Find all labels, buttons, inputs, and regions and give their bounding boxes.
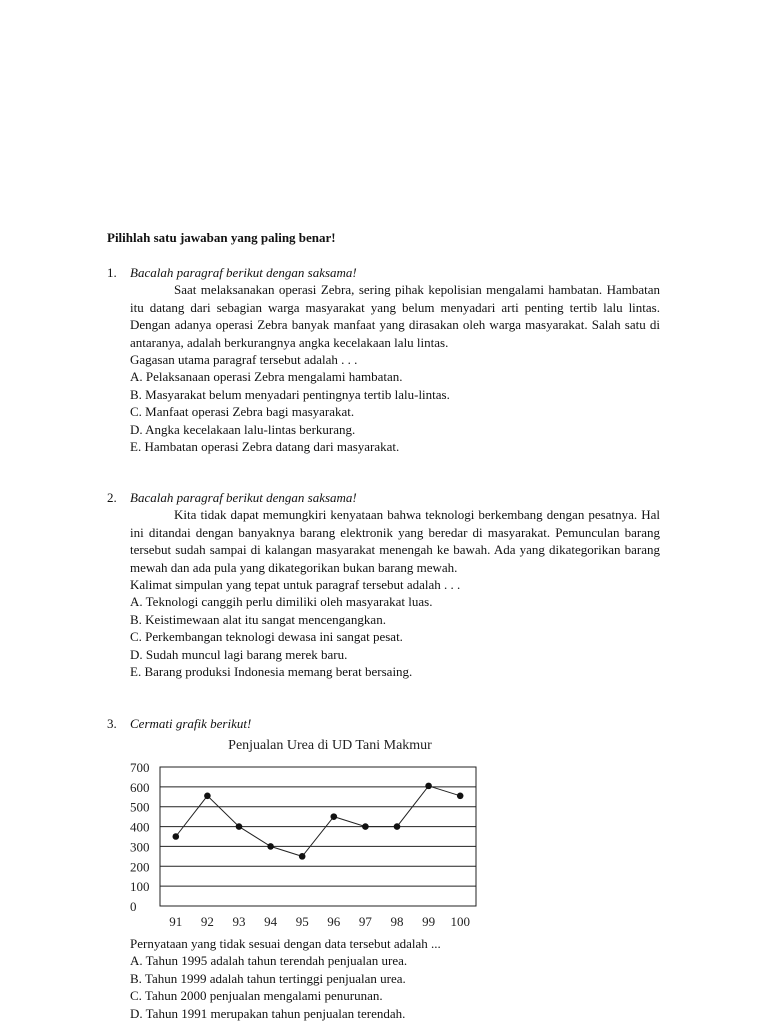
option-d[interactable]: D. Sudah muncul lagi barang merek baru. (130, 646, 348, 662)
question-2 (107, 489, 660, 680)
question-number: 2. (107, 490, 117, 505)
y-tick-label: 0 (130, 899, 137, 914)
option-a[interactable]: A. Pelaksanaan operasi Zebra mengalami hambatan. (130, 369, 403, 385)
option-c[interactable]: C. Perkembangan teknologi dewasa ini sangat pesat. (130, 629, 403, 645)
instruction-heading: Pilihlah satu jawaban yang paling benar! (107, 230, 336, 245)
x-tick-label: 97 (358, 914, 372, 929)
question-number: 3. (107, 716, 117, 731)
option-b[interactable]: B. Keistimewaan alat itu sangat mencengangkan. (130, 611, 386, 627)
question-text: Kalimat simpulan yang tepat untuk paragraf tersebut adalah . . . (130, 577, 461, 593)
data-point (425, 783, 432, 790)
x-tick-label: 93 (232, 914, 246, 929)
question-paragraph: Saat melaksanakan operasi Zebra, sering pihak kepolisian mengalami hambatan. Hambatan itu datang dari sebagian warga masyarakat yang belum menyadari arti penting tertib lalu lintas. Dengan adanya operasi Zebra banyak manfaat yang dirasakan oleh warga masyarakat. Salah satu di antaranya, adalah berkurangnya angka kecelakaan lalu lintas. (130, 282, 660, 350)
question-3 (107, 715, 660, 732)
data-point (267, 843, 274, 850)
option-a[interactable]: A. Teknologi canggih perlu dimiliki oleh masyarakat luas. (130, 594, 433, 610)
y-tick-label: 600 (130, 779, 150, 795)
series-line (176, 786, 460, 857)
option-b[interactable]: B. Tahun 1999 adalah tahun tertinggi penjualan urea. (130, 970, 406, 986)
option-d[interactable]: D. Angka kecelakaan lalu-lintas berkurang. (130, 421, 356, 437)
question-text: Pernyataan yang tidak sesuai dengan data tersebut adalah ... (130, 936, 441, 951)
option-c[interactable]: C. Tahun 2000 penjualan mengalami penurunan. (130, 988, 383, 1004)
option-e[interactable]: E. Barang produksi Indonesia memang berat bersaing. (130, 664, 413, 680)
x-tick-label: 98 (390, 914, 404, 929)
data-point (394, 823, 401, 830)
y-tick-label: 400 (130, 819, 150, 835)
question-3-answers (130, 935, 441, 1022)
data-point (299, 853, 306, 860)
x-tick-label: 94 (264, 914, 278, 929)
x-tick-label: 92 (200, 914, 214, 929)
option-b[interactable]: B. Masyarakat belum menyadari pentingnya tertib lalu-lintas. (130, 386, 450, 402)
x-tick-label: 91 (169, 914, 183, 929)
question-prompt: Bacalah paragraf berikut dengan saksama! (130, 265, 357, 280)
x-tick-label: 96 (327, 914, 341, 929)
option-e[interactable]: E. Hambatan operasi Zebra datang dari masyarakat. (130, 439, 400, 455)
y-tick-label: 300 (130, 839, 150, 855)
option-d[interactable]: D. Tahun 1991 merupakan tahun penjualan terendah. (130, 1005, 406, 1021)
sales-line-chart (124, 733, 484, 933)
option-c[interactable]: C. Manfaat operasi Zebra bagi masyarakat. (130, 404, 355, 420)
question-prompt: Cermati grafik berikut! (130, 716, 252, 731)
question-paragraph: Kita tidak dapat memungkiri kenyataan bahwa teknologi berkembang dengan pesatnya. Hal ini ditandai dengan banyaknya barang elektronik yang beredar di masyarakat. Pemunculan barang tersebut sudah sampai di kalangan masyarakat menengah ke bawah. Ada yang dikategorikan barang mewah dan ada pula yang dikategorikan bukan barang mewah. (130, 507, 660, 575)
data-point (236, 823, 243, 830)
question-text: Gagasan utama paragraf tersebut adalah . . . (130, 352, 358, 368)
data-point (173, 833, 180, 840)
data-point (204, 792, 211, 799)
x-tick-label: 95 (295, 914, 309, 929)
data-point (331, 813, 338, 820)
data-point (457, 792, 464, 799)
y-tick-label: 200 (130, 859, 150, 875)
y-tick-label: 100 (130, 879, 150, 895)
y-tick-label: 700 (130, 760, 150, 775)
option-a[interactable]: A. Tahun 1995 adalah tahun terendah penjualan urea. (130, 953, 408, 969)
y-tick-label: 500 (130, 799, 150, 815)
x-tick-label: 100 (450, 914, 470, 929)
x-tick-label: 99 (422, 914, 436, 929)
data-point (362, 823, 369, 830)
question-prompt: Bacalah paragraf berikut dengan saksama! (130, 490, 357, 505)
chart-title: Penjualan Urea di UD Tani Makmur (228, 738, 432, 753)
question-number: 1. (107, 265, 117, 280)
question-1 (107, 264, 660, 455)
